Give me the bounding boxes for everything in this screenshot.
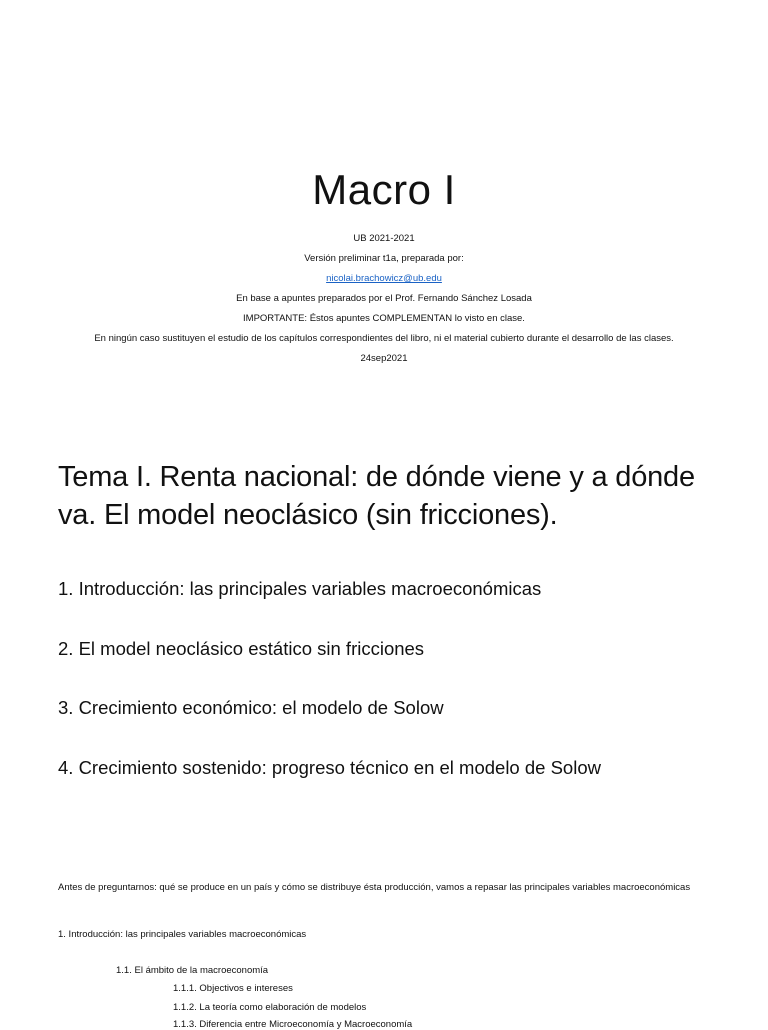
toc-item-level3: 1.1.3. Diferencia entre Microeconomía y Macroeconomía — [173, 1019, 413, 1030]
outline-item: 4. Crecimiento sostenido: progreso técnico en el modelo de Solow — [58, 756, 601, 778]
toc-item-level1: 1. Introducción: las principales variables macroeconómicas — [58, 929, 307, 940]
author-email-link[interactable]: nicolai.brachowicz@ub.edu — [326, 273, 442, 284]
disclaimer-line: En ningún caso sustituyen el estudio de los capítulos correspondientes del libro, ni el material cubierto durante el desarrollo de las clases. — [94, 333, 674, 344]
outline-item: 2. El model neoclásico estático sin fricciones — [58, 637, 425, 659]
outline-item: 1. Introducción: las principales variables macroeconómicas — [58, 578, 542, 599]
outline-item: 3. Crecimiento económico: el modelo de Solow — [58, 697, 444, 718]
document-title: Macro I — [312, 166, 456, 213]
title-slide — [0, 0, 768, 420]
notes-intro: Antes de preguntarnos: qué se produce en un país y cómo se distribuye ésta producción, vamos a repasar las principales variables macroeconómicas — [58, 882, 691, 893]
email-line — [0, 269, 768, 289]
based-on-line: En base a apuntes preparados por el Prof. Fernando Sánchez Losada — [236, 293, 532, 304]
important-line: IMPORTANTE: Éstos apuntes COMPLEMENTAN lo visto en clase. — [243, 313, 525, 324]
chapter-outline — [58, 575, 738, 813]
title-meta — [0, 229, 768, 369]
course-line: UB 2021-2021 — [353, 233, 415, 244]
chapter-title: Tema I. Renta nacional: de dónde viene y a dónde va. El model neoclásico (sin fricciones). — [58, 461, 695, 531]
toc-item-level3: 1.1.1. Objectivos e intereses — [173, 983, 293, 994]
date-line: 24sep2021 — [360, 353, 408, 364]
toc-item-level3: 1.1.2. La teoría como elaboración de modelos — [173, 1002, 367, 1013]
toc-item-level2: 1.1. El ámbito de la macroeconomía — [116, 965, 269, 976]
version-line: Versión preliminar t1a, preparada por: — [304, 253, 464, 264]
